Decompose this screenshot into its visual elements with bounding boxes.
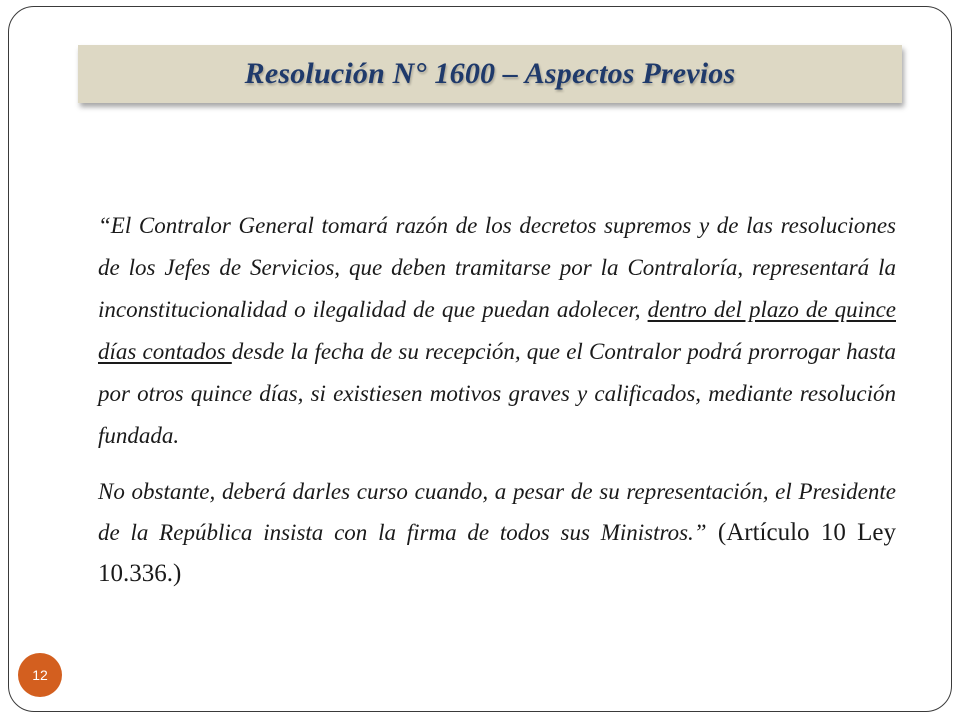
paragraph-1-text-end: desde la fecha de su recepción, que el Contralor podrá prorrogar hasta por otros quince días, si existiesen motivos graves y calificados, mediante resolución fundada.	[98, 339, 897, 448]
paragraph-2-text: No obstante, deberá darles curso cuando, a pesar de su representación, el Presidente de la República insista con la firma de todos sus Ministros.”	[98, 479, 896, 545]
legal-citation: (Artículo 10 Ley 10.336.)	[98, 519, 896, 587]
slide-title: Resolución N° 1600 – Aspectos Previos	[244, 57, 736, 90]
quote-body	[98, 205, 896, 594]
underlined-deadline-phrase: dentro del plazo de quince días contados	[98, 297, 896, 364]
quote-paragraph-1	[98, 205, 896, 457]
quote-paragraph-2	[98, 471, 896, 594]
paragraph-1-text-start: El Contralor General tomará razón de los decretos supremos y de las resoluciones de los Jefes de Servicios, que deben tramitarse por la Contraloría, representará la inconstitucionalidad o ilegalidad de que puedan adolecer,	[98, 213, 896, 322]
page-number: 12	[32, 667, 48, 683]
page-number-badge	[18, 653, 62, 697]
title-banner	[78, 45, 902, 103]
open-quote: “	[98, 213, 111, 238]
